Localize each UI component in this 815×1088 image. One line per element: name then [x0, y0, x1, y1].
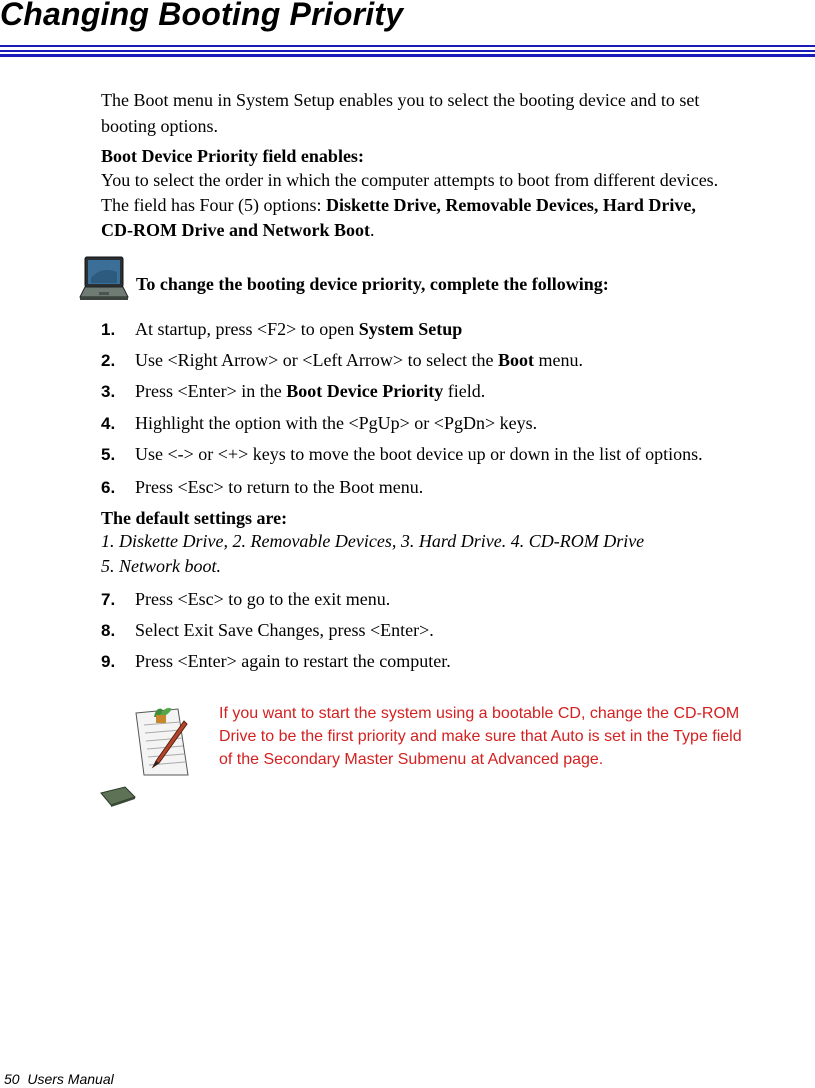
step-text: Highlight the option with the <PgUp> or <PgDn> keys. [135, 413, 538, 433]
step-2 [101, 347, 583, 374]
step-text: Use <-> or <+> keys to move the boot device up or down in the list of options. [135, 444, 703, 464]
step-5 [101, 441, 703, 468]
step-number: 6. [101, 478, 116, 497]
field-heading: Boot Device Priority field enables: [101, 146, 364, 166]
step-bold: System Setup [358, 319, 463, 339]
field-line-1: You to select the order in which the computer attempts to boot from different devices. [101, 170, 719, 190]
step-number: 7. [101, 590, 116, 609]
intro-line-1: The Boot menu in System Setup enables you to select the booting device and to set [101, 90, 700, 110]
defaults-heading: The default settings are: [101, 508, 288, 528]
step-text-after: field. [443, 381, 486, 401]
title-rule-thin-middle [0, 50, 815, 52]
step-text: Press <Enter> again to restart the computer. [135, 651, 451, 671]
note-text [219, 702, 815, 771]
field-line-3-suffix: . [369, 220, 375, 240]
page-footer: 50 Users Manual [4, 1071, 114, 1087]
defaults-line-1: 1. Diskette Drive, 2. Removable Devices, 3. Hard Drive. 4. CD-ROM Drive [101, 531, 645, 551]
notepad-pen-icon [134, 705, 190, 777]
note-line-2: Drive to be the first priority and make sure that Auto is set in the Type field [219, 728, 742, 745]
step-text-after: menu. [534, 350, 584, 370]
laptop-icon [79, 256, 129, 302]
field-options-bold-2: CD-ROM Drive and Network Boot [101, 220, 370, 240]
field-line-2 [101, 192, 696, 218]
step-text: Press <Esc> to return to the Boot menu. [135, 477, 424, 497]
note-line-3: of the Secondary Master Submenu at Advanced page. [219, 751, 604, 768]
step-text: Press <Esc> to go to the exit menu. [135, 589, 391, 609]
step-bold: Boot [498, 350, 535, 370]
step-number: 9. [101, 652, 116, 671]
step-text: At startup, press <F2> to open [135, 319, 359, 339]
step-text: Press <Enter> in the [135, 381, 287, 401]
green-pad-icon [99, 785, 137, 807]
title-rule-thin-top [0, 45, 815, 47]
defaults-line-2: 5. Network boot. [101, 556, 221, 576]
step-text: Select Exit Save Changes, press <Enter>. [135, 620, 434, 640]
step-number: 5. [101, 445, 116, 464]
step-9 [101, 648, 451, 675]
step-number: 2. [101, 351, 116, 370]
step-number: 3. [101, 382, 116, 401]
step-number: 4. [101, 414, 116, 433]
procedure-heading: To change the booting device priority, complete the following: [136, 274, 609, 294]
step-1 [101, 316, 462, 343]
intro-line-2: booting options. [101, 116, 219, 136]
page-title: Changing Booting Priority [0, 0, 404, 32]
step-7 [101, 586, 390, 613]
step-8 [101, 617, 434, 644]
step-4 [101, 410, 537, 437]
step-number: 8. [101, 621, 116, 640]
field-line-2-prefix: The field has Four (5) options: [101, 195, 326, 215]
title-rule-thick [0, 54, 815, 57]
note-line-1: If you want to start the system using a bootable CD, change the CD-ROM [219, 705, 740, 722]
step-bold: Boot Device Priority [286, 381, 444, 401]
field-options-bold-1: Diskette Drive, Removable Devices, Hard Drive, [325, 195, 696, 215]
step-number: 1. [101, 320, 116, 339]
field-line-3 [101, 217, 374, 243]
step-6 [101, 474, 423, 501]
step-3 [101, 378, 485, 405]
step-text: Use <Right Arrow> or <Left Arrow> to select the [135, 350, 499, 370]
